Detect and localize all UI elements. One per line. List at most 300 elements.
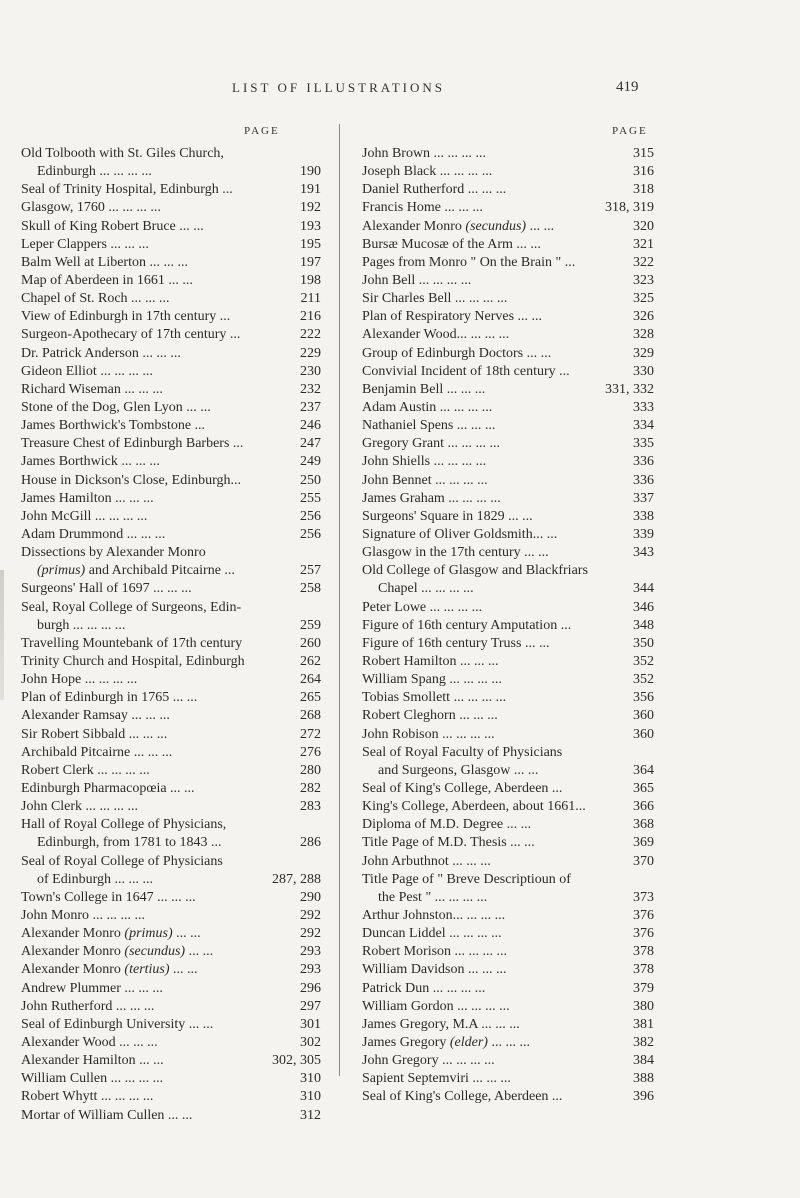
entry-page-number: 265 [300,690,321,706]
entry-title: House in Dickson's Close, Edinburgh... [21,472,242,488]
entry-title: Daniel Rutherford ... ... ... [362,182,507,198]
entry-title: Stone of the Dog, Glen Lyon ... ... [21,399,211,415]
illustration-entry [21,508,321,526]
illustration-entry [21,1107,321,1125]
illustration-entry [362,1088,654,1106]
entry-title: Sapient Septemviri ... ... ... [362,1071,511,1087]
entry-page-number: 290 [300,889,321,905]
illustration-entry [21,907,321,925]
entry-title: Edinburgh Pharmacopœia ... ... [21,780,195,796]
entry-title: Nathaniel Spens ... ... ... [362,418,496,434]
entry-title: Archibald Pitcairne ... ... ... [21,744,173,760]
entry-title: John Arbuthnot ... ... ... [362,853,491,869]
entry-page-number: 325 [633,291,654,307]
entry-page-number: 312 [300,1107,321,1123]
illustration-entry [21,326,321,344]
entry-page-number: 258 [300,581,321,597]
entry-page-number: 364 [633,762,654,778]
illustration-entry [362,399,654,417]
entry-title: Bursæ Mucosæ of the Arm ... ... [362,236,541,252]
entry-page-number: 330 [633,363,654,379]
entry-page-number: 195 [300,236,321,252]
entry-title: Francis Home ... ... ... [362,200,483,216]
entry-title: James Gregory, M.A ... ... ... [362,1016,520,1032]
entry-title: Hall of Royal College of Physicians, [21,817,227,833]
entry-page-number: 352 [633,672,654,688]
entry-page-number: 378 [633,962,654,978]
entry-page-number: 316 [633,164,654,180]
illustration-entry [362,1016,654,1034]
entry-page-number: 292 [300,926,321,942]
illustration-entry [21,889,321,907]
entry-title: Seal of Royal College of Physicians [21,853,223,869]
entry-page-number: 262 [300,653,321,669]
illustration-entry [362,526,654,544]
illustration-entry [362,707,654,725]
entry-title: Adam Drummond ... ... ... [21,526,166,542]
entry-page-number: 296 [300,980,321,996]
entry-page-number: 388 [633,1071,654,1087]
illustration-entry [21,961,321,979]
illustration-entry [21,653,321,671]
illustration-entry [362,163,654,181]
illustration-entry [21,998,321,1016]
illustration-entry [362,871,654,907]
left-column-list [21,145,321,1125]
column-divider [339,124,340,1076]
entry-title: John Clerk ... ... ... ... [21,799,139,815]
entry-page-number: 333 [633,399,654,415]
entry-title: Richard Wiseman ... ... ... [21,381,163,397]
entry-title-continued: burgh ... ... ... ... [37,617,126,633]
illustration-entry [21,816,321,852]
entry-page-number: 222 [300,327,321,343]
entry-page-number: 328 [633,327,654,343]
illustration-entry [21,435,321,453]
page-number: 419 [616,79,639,95]
illustration-entry [21,290,321,308]
entry-page-number: 344 [633,581,654,597]
entry-title: John Gregory ... ... ... ... [362,1053,495,1069]
illustration-entry [362,653,654,671]
entry-title-continued: Edinburgh, from 1781 to 1843 ... [37,835,222,851]
entry-title: Peter Lowe ... ... ... ... [362,599,483,615]
illustration-entry [362,326,654,344]
entry-title: Skull of King Robert Bruce ... ... [21,218,204,234]
entry-title: Treasure Chest of Edinburgh Barbers ... [21,436,244,452]
entry-title: Group of Edinburgh Doctors ... ... [362,345,552,361]
entry-title: Chapel of St. Roch ... ... ... [21,291,170,307]
entry-title: Pages from Monro " On the Brain " ... [362,254,576,270]
entry-page-number: 336 [633,472,654,488]
entry-title: Title Page of M.D. Thesis ... ... [362,835,535,851]
entry-title: John Rutherford ... ... ... [21,998,155,1014]
illustration-entry [362,272,654,290]
entry-page-number: 297 [300,998,321,1014]
entry-title-continued: of Edinburgh ... ... ... [37,871,154,887]
entry-title: Gideon Elliot ... ... ... ... [21,363,153,379]
illustration-entry [21,780,321,798]
entry-page-number: 286 [300,835,321,851]
entry-page-number: 257 [300,563,321,579]
entry-page-number: 365 [633,780,654,796]
illustration-entry [21,254,321,272]
entry-title: John McGill ... ... ... ... [21,508,148,524]
entry-page-number: 337 [633,490,654,506]
entry-title: Map of Aberdeen in 1661 ... ... [21,273,193,288]
entry-page-number: 230 [300,363,321,379]
illustration-entry [21,181,321,199]
entry-title: Gregory Grant ... ... ... ... [362,436,501,452]
illustration-entry [21,599,321,635]
entry-title: Leper Clappers ... ... ... [21,236,149,252]
illustration-entry [362,726,654,744]
entry-page-number: 301 [300,1016,321,1032]
entry-page-number: 352 [633,653,654,669]
illustration-entry [21,472,321,490]
illustration-entry [21,635,321,653]
entry-title: William Gordon ... ... ... ... [362,998,510,1014]
illustration-entry [362,508,654,526]
entry-page-number: 216 [300,309,321,325]
entry-page-number: 193 [300,218,321,234]
entry-page-number: 198 [300,272,321,288]
entry-page-number: 282 [300,780,321,796]
entry-title: James Hamilton ... ... ... [21,490,154,506]
entry-title: Surgeon-Apothecary of 17th century ... [21,327,241,343]
illustration-entry [362,980,654,998]
entry-page-number: 310 [300,1071,321,1087]
illustration-entry [21,1034,321,1052]
entry-page-number: 318 [633,182,654,198]
entry-title: Trinity Church and Hospital, Edinburgh [21,653,245,669]
illustration-entry [362,381,654,399]
illustration-entry [362,853,654,871]
entry-page-number: 315 [633,145,654,161]
entry-title: Patrick Dun ... ... ... ... [362,980,486,996]
entry-title: Seal of Royal Faculty of Physicians [362,744,563,760]
entry-title: Glasgow in the 17th century ... ... [362,545,549,561]
entry-page-number: 338 [633,508,654,524]
entry-title-continued: Chapel ... ... ... ... [378,581,474,597]
entry-title-continued: the Pest " ... ... ... ... [378,889,488,905]
entry-page-number: 229 [300,345,321,361]
entry-page-number: 321 [633,236,654,252]
entry-title: John Brown ... ... ... ... [362,146,487,161]
illustration-entry [21,345,321,363]
illustration-entry [21,1052,321,1070]
entry-page-number: 382 [633,1034,654,1050]
entry-page-number: 197 [300,254,321,270]
illustration-entry [362,1052,654,1070]
entry-page-number: 346 [633,599,654,615]
entry-page-number: 373 [633,889,654,905]
entry-page-number: 323 [633,272,654,288]
entry-page-number: 302 [300,1034,321,1050]
illustration-entry [362,1070,654,1088]
illustration-entry [362,617,654,635]
illustration-entry [21,199,321,217]
entry-page-number: 369 [633,835,654,851]
entry-page-number: 322 [633,254,654,270]
entry-title: Travelling Mountebank of 17th century [21,635,243,651]
entry-title: Alexander Monro (primus) ... ... [21,926,201,942]
illustration-entry [362,236,654,254]
illustration-entry [21,381,321,399]
illustration-entry [362,453,654,471]
entry-title: James Gregory (elder) ... ... ... [362,1034,530,1050]
illustration-entry [362,472,654,490]
illustration-entry [21,980,321,998]
illustration-entry [362,961,654,979]
illustration-entry [362,435,654,453]
entry-page-number: 348 [633,617,654,633]
entry-title-continued: and Surgeons, Glasgow ... ... [378,762,539,778]
entry-title: John Bell ... ... ... ... [362,272,472,288]
illustration-entry [21,218,321,236]
entry-title: Town's College in 1647 ... ... ... [21,889,196,905]
illustration-entry [362,599,654,617]
illustration-entry [362,562,654,598]
entry-title: Mortar of William Cullen ... ... [21,1107,193,1123]
entry-page-number: 318, 319 [605,200,654,216]
entry-title: Surgeons' Hall of 1697 ... ... ... [21,581,192,597]
illustration-entry [362,798,654,816]
illustration-entry [362,345,654,363]
illustration-entry [362,290,654,308]
entry-title: Benjamin Bell ... ... ... [362,381,486,397]
entry-title: John Bennet ... ... ... ... [362,472,488,488]
entry-page-number: 320 [633,218,654,234]
entry-title: Glasgow, 1760 ... ... ... ... [21,200,161,216]
entry-page-number: 232 [300,381,321,397]
illustration-entry [21,399,321,417]
illustration-entry [21,1088,321,1106]
entry-page-number: 250 [300,472,321,488]
entry-page-number: 256 [300,526,321,542]
entry-page-number: 379 [633,980,654,996]
entry-title: Seal of Edinburgh University ... ... [21,1016,214,1032]
entry-page-number: 326 [633,309,654,325]
entry-page-number: 256 [300,508,321,524]
entry-title: Balm Well at Liberton ... ... ... [21,254,188,270]
illustration-entry [362,907,654,925]
entry-title: Sir Robert Sibbald ... ... ... [21,726,168,742]
entry-page-number: 191 [300,182,321,198]
entry-page-number: 360 [633,726,654,742]
illustration-entry [362,199,654,217]
entry-page-number: 376 [633,907,654,923]
entry-title: James Borthwick's Tombstone ... [21,418,206,434]
entry-title: Alexander Monro (tertius) ... ... [21,962,198,978]
illustration-entry [21,689,321,707]
illustration-entry [362,943,654,961]
entry-title: Plan of Respiratory Nerves ... ... [362,309,543,325]
entry-page-number: 378 [633,944,654,960]
entry-page-number: 310 [300,1089,321,1105]
entry-title: Alexander Wood ... ... ... [21,1034,158,1050]
illustration-entry [21,236,321,254]
illustration-entry [362,816,654,834]
entry-title: Figure of 16th century Truss ... ... [362,635,550,651]
illustration-entry [362,744,654,780]
entry-page-number: 370 [633,853,654,869]
right-column-list [362,145,654,1107]
entry-page-number: 276 [300,744,321,760]
entry-page-number: 293 [300,944,321,960]
entry-title: Sir Charles Bell ... ... ... ... [362,291,508,307]
entry-title: Seal of King's College, Aberdeen ... [362,1089,563,1105]
illustration-entry [21,272,321,290]
entry-page-number: 334 [633,418,654,434]
entry-page-number: 360 [633,708,654,724]
entry-title: Joseph Black ... ... ... ... [362,164,493,180]
illustration-entry [362,490,654,508]
entry-title: William Spang ... ... ... ... [362,672,502,688]
entry-page-number: 343 [633,545,654,561]
entry-title: Tobias Smollett ... ... ... ... [362,690,507,706]
illustration-entry [362,635,654,653]
entry-title: Duncan Liddel ... ... ... ... [362,926,502,942]
entry-page-number: 211 [300,291,321,307]
illustration-entry [362,689,654,707]
illustration-entry [362,308,654,326]
entry-title: View of Edinburgh in 17th century ... [21,309,231,325]
entry-title: James Graham ... ... ... ... [362,490,501,506]
illustration-entry [362,998,654,1016]
entry-title: John Robison ... ... ... ... [362,726,495,742]
entry-title: Robert Cleghorn ... ... ... [362,708,498,724]
illustration-entry [362,417,654,435]
entry-title: Alexander Hamilton ... ... [21,1053,164,1069]
entry-page-number: 192 [300,200,321,216]
illustration-entry [21,1016,321,1034]
entry-page-number: 335 [633,436,654,452]
entry-title: Old Tolbooth with St. Giles Church, [21,146,224,161]
entry-page-number: 336 [633,454,654,470]
entry-title: Convivial Incident of 18th century ... [362,363,570,379]
left-page-column-heading: PAGE [244,125,280,137]
entry-title: William Cullen ... ... ... ... [21,1071,164,1087]
entry-title: William Davidson ... ... ... [362,962,507,978]
entry-page-number: 302, 305 [272,1053,321,1069]
entry-title: James Borthwick ... ... ... [21,454,160,470]
entry-title: Robert Whytt ... ... ... ... [21,1089,154,1105]
illustration-entry [21,490,321,508]
entry-title: Alexander Monro (secundus) ... ... [362,218,555,234]
entry-page-number: 350 [633,635,654,651]
illustration-entry [362,1034,654,1052]
illustration-entry [21,798,321,816]
entry-title: Robert Hamilton ... ... ... [362,653,499,669]
illustration-entry [362,145,654,163]
entry-title: Alexander Ramsay ... ... ... [21,708,170,724]
entry-page-number: 339 [633,526,654,542]
entry-page-number: 259 [300,617,321,633]
illustration-entry [21,580,321,598]
illustration-entry [362,254,654,272]
illustration-entry [362,218,654,236]
running-header [0,80,800,102]
illustration-entry [362,671,654,689]
entry-page-number: 249 [300,454,321,470]
entry-page-number: 292 [300,907,321,923]
entry-title: Robert Clerk ... ... ... ... [21,762,150,778]
right-page-column-heading: PAGE [612,125,648,137]
entry-page-number: 283 [300,799,321,815]
entry-page-number: 268 [300,708,321,724]
entry-page-number: 246 [300,418,321,434]
illustration-entry [21,145,321,181]
entry-page-number: 368 [633,817,654,833]
entry-page-number: 384 [633,1053,654,1069]
entry-title: Alexander Wood... ... ... ... [362,327,510,343]
entry-page-number: 272 [300,726,321,742]
illustration-entry [362,363,654,381]
entry-title: Alexander Monro (secundus) ... ... [21,944,214,960]
entry-title: John Monro ... ... ... ... [21,907,146,923]
illustration-entry [21,853,321,889]
entry-title: Adam Austin ... ... ... ... [362,399,493,415]
entry-page-number: 366 [633,799,654,815]
entry-title: John Hope ... ... ... ... [21,672,138,688]
entry-title: Dissections by Alexander Monro [21,545,206,561]
illustration-entry [21,726,321,744]
entry-page-number: 247 [300,436,321,452]
entry-title: Seal of Trinity Hospital, Edinburgh ... [21,182,233,198]
entry-title-continued: Edinburgh ... ... ... ... [37,164,152,180]
entry-page-number: 396 [633,1089,654,1105]
entry-title: Seal, Royal College of Surgeons, Edin- [21,599,242,615]
entry-title: Surgeons' Square in 1829 ... ... [362,508,533,524]
entry-page-number: 280 [300,762,321,778]
entry-title: Old College of Glasgow and Blackfriars [362,563,588,579]
entry-title-continued: (primus) and Archibald Pitcairne ... [37,563,235,579]
illustration-entry [21,417,321,435]
illustration-entry [21,744,321,762]
illustration-entry [362,925,654,943]
entry-title: Plan of Edinburgh in 1765 ... ... [21,690,198,706]
entry-page-number: 293 [300,962,321,978]
entry-title: Robert Morison ... ... ... ... [362,944,508,960]
illustration-entry [21,943,321,961]
illustration-entry [21,925,321,943]
entry-page-number: 287, 288 [272,871,321,887]
entry-page-number: 255 [300,490,321,506]
entry-page-number: 381 [633,1016,654,1032]
entry-page-number: 329 [633,345,654,361]
entry-title: Diploma of M.D. Degree ... ... [362,817,532,833]
entry-title: Seal of King's College, Aberdeen ... [362,780,563,796]
page-edge-shadow [0,570,4,700]
illustration-entry [21,363,321,381]
entry-page-number: 380 [633,998,654,1014]
entry-title: Title Page of " Breve Descriptioun of [362,871,571,887]
entry-title: Figure of 16th century Amputation ... [362,617,572,633]
entry-title: Signature of Oliver Goldsmith... ... [362,526,558,542]
illustration-entry [362,181,654,199]
illustration-entry [21,544,321,580]
entry-page-number: 264 [300,672,321,688]
entry-title: Andrew Plummer ... ... ... [21,980,163,996]
illustration-entry [362,834,654,852]
entry-title: Arthur Johnston... ... ... ... [362,907,506,923]
entry-title: Dr. Patrick Anderson ... ... ... [21,345,181,361]
entry-page-number: 331, 332 [605,381,654,397]
illustration-entry [21,526,321,544]
illustration-entry [21,762,321,780]
entry-page-number: 260 [300,635,321,651]
